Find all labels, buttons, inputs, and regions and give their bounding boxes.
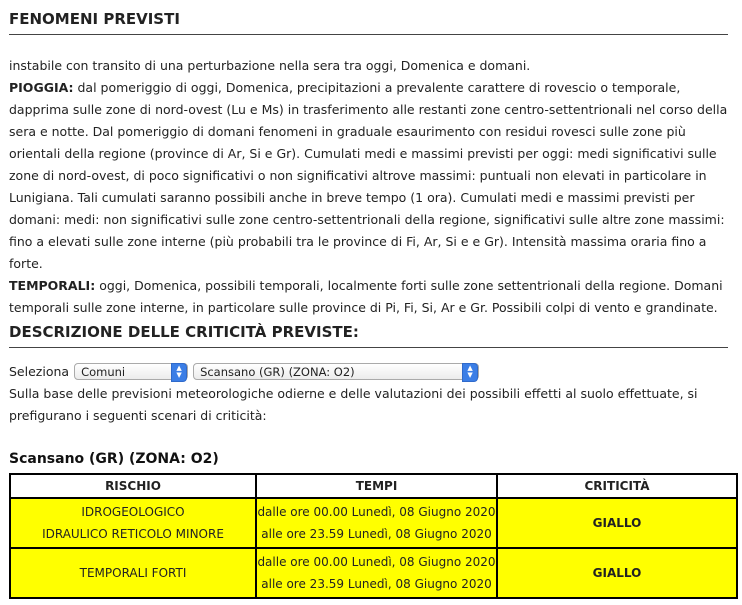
time-from: dalle ore 00.00 Lunedì, 08 Giugno 2020 <box>257 505 496 519</box>
pioggia-label: PIOGGIA: <box>9 80 74 95</box>
pioggia-text: dal pomeriggio di oggi, Domenica, precipitazioni a prevalente carattere di rovescio o temporale, dapprima sulle zone di nord-ovest (Lu e Ms) in trasferimento alle restanti zone centro-settentrionali nel corso della sera e notte. Dal pomeriggio di domani fenomeni in graduale esaurimento con residui rovesci sulle zone più orientali della regione (province di Ar, Si e Gr). Cumulati medi e massimi previsti per oggi: medi significativi sulle zone di nord-ovest, di poco significativi o non significativi altrove massimi: puntuali non elevati in particolare in Lunigiana. Tali cumulati saranno possibili anche in breve tempo (1 ora). Cumulati medi e massimi previsti per domani: medi: non significativi sulle zone centro-settentrionali della regione, significativi sulle altre zone massimi: fino a elevati sulle zone interne (più probabili tra le province di Fi, Ar, Si e e Gr). Intensità massima oraria fino a forte. <box>9 80 728 271</box>
time-to: alle ore 23.59 Lunedì, 08 Giugno 2020 <box>261 527 492 541</box>
risk-cell <box>10 548 256 598</box>
intro-line: instabile con transito di una perturbazione nella sera tra oggi, Domenica e domani. <box>9 58 531 73</box>
zone-select[interactable] <box>193 363 479 380</box>
criticita-level: GIALLO <box>497 548 737 598</box>
header-rischio: RISCHIO <box>10 474 256 498</box>
risk-cell <box>10 498 256 548</box>
header-criticita: CRITICITÀ <box>497 474 737 498</box>
time-cell <box>256 548 497 598</box>
type-select[interactable] <box>74 363 188 380</box>
time-to: alle ore 23.59 Lunedì, 08 Giugno 2020 <box>261 577 492 591</box>
chevron-updown-icon: ▲ ▼ <box>171 363 187 382</box>
temporali-text: oggi, Domenica, possibili temporali, localmente forti sulle zone settentrionali della regione. Domani temporali sulle zone interne, in particolare sulle province di Pi, Fi, Si, Ar e Gr. Possibili colpi di vento e grandinate. <box>9 278 723 315</box>
scenario-intro: Sulla base delle previsioni meteorologiche odierne e delle valutazioni dei possibili effetti al suolo effettuate, si prefigurano i seguenti scenari di criticità: <box>9 386 698 423</box>
table-row <box>10 498 737 548</box>
risk-table <box>9 473 738 599</box>
risk-name: TEMPORALI FORTI <box>79 566 187 580</box>
heading-fenomeni-previsti: FENOMENI PREVISTI <box>9 10 728 35</box>
time-cell <box>256 498 497 548</box>
zone-select-value: Scansano (GR) (ZONA: O2) <box>200 364 355 379</box>
header-tempi: TEMPI <box>256 474 497 498</box>
time-from: dalle ore 00.00 Lunedì, 08 Giugno 2020 <box>257 555 496 569</box>
temporali-paragraph <box>9 275 734 319</box>
forecast-text <box>9 55 734 319</box>
selector-row <box>9 360 734 382</box>
temporali-label: TEMPORALI: <box>9 278 96 293</box>
zone-title: Scansano (GR) (ZONA: O2) <box>9 451 219 467</box>
pioggia-paragraph <box>9 77 734 275</box>
type-select-value: Comuni <box>81 364 126 379</box>
risk-name: IDROGEOLOGICO <box>81 505 185 519</box>
criticita-level: GIALLO <box>497 498 737 548</box>
table-header-row <box>10 474 737 498</box>
table-row <box>10 548 737 598</box>
chevron-updown-icon: ▲ ▼ <box>462 363 478 382</box>
heading-criticita: DESCRIZIONE DELLE CRITICITÀ PREVISTE: <box>9 323 728 348</box>
risk-name: IDRAULICO RETICOLO MINORE <box>42 527 224 541</box>
selector-label: Seleziona <box>9 363 70 379</box>
